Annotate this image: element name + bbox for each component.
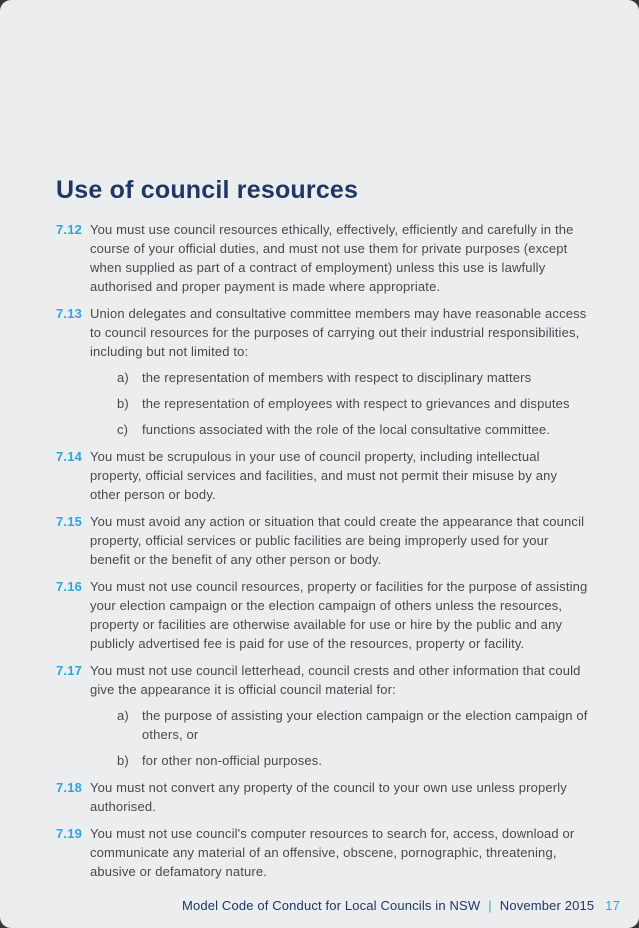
sub-item (90, 420, 588, 439)
clause-number: 7.13 (56, 306, 83, 321)
sub-item-text: for other non-official purposes. (142, 753, 323, 768)
sub-item (90, 706, 588, 744)
clause-body (90, 577, 588, 653)
clause-text: You must avoid any action or situation that could create the appearance that council property, official services or public facilities are being improperly used for your benefit or the benefit of any other person or body. (90, 514, 585, 567)
sub-item-text: the purpose of assisting your election campaign or the election campaign of others, or (142, 708, 588, 742)
sub-item-label: a) (117, 708, 129, 723)
clause-body (90, 512, 588, 569)
sub-item-label: b) (117, 396, 129, 411)
sub-item-label: a) (117, 370, 129, 385)
clause-text: You must not convert any property of the council to your own use unless properly authorised. (90, 780, 567, 814)
clause (56, 824, 588, 881)
clause-text: You must be scrupulous in your use of council property, including intellectual property, official services and facilities, and must not permit their misuse by any other person or body. (90, 449, 558, 502)
sub-item (90, 751, 588, 770)
clause (56, 512, 588, 569)
clause (56, 577, 588, 653)
clause-number: 7.19 (56, 826, 83, 841)
clause (56, 661, 588, 770)
clause (56, 778, 588, 816)
page-title: Use of council resources (56, 176, 359, 204)
page-content (56, 176, 588, 889)
clause-text: You must not use council resources, property or facilities for the purpose of assisting your election campaign or the election campaign of others unless the resources, property or facilities are otherwise available for use or hire by the public and any publicly advertised fee is paid for use of the resources, property or facility. (90, 579, 588, 651)
clause-text: You must not use council's computer resources to search for, access, download or communicate any material of an offensive, obscene, pornographic, threatening, abusive or defamatory nature. (90, 826, 575, 879)
footer-edition: November 2015 (499, 898, 595, 913)
sub-item-text: functions associated with the role of the local consultative committee. (142, 422, 551, 437)
clause-body (90, 220, 588, 296)
clause (56, 304, 588, 439)
clause-text: You must not use council letterhead, council crests and other information that could give the appearance it is official council material for: (90, 663, 581, 697)
page-footer (182, 898, 620, 913)
clause-number: 7.15 (56, 514, 83, 529)
clause-number: 7.14 (56, 449, 83, 464)
clause-number: 7.18 (56, 780, 83, 795)
clause-text: Union delegates and consultative committee members may have reasonable access to council resources for the purposes of carrying out their industrial responsibilities, including but not limited to: (90, 306, 587, 359)
clause (56, 220, 588, 296)
sub-item-label: b) (117, 753, 129, 768)
sub-item (90, 394, 588, 413)
footer-doc-title: Model Code of Conduct for Local Councils in NSW (182, 898, 481, 913)
clause-body (90, 824, 588, 881)
sub-item-text: the representation of members with respect to disciplinary matters (142, 370, 532, 385)
clause-number: 7.12 (56, 222, 83, 237)
footer-page-number: 17 (605, 898, 620, 913)
sub-item-label: c) (117, 422, 129, 437)
clause-list (56, 220, 588, 881)
footer-separator: | (488, 898, 492, 913)
clause-body (90, 778, 588, 816)
sub-item (90, 368, 588, 387)
clause-number: 7.16 (56, 579, 83, 594)
clause-body (90, 447, 588, 504)
clause (56, 447, 588, 504)
clause-text: You must use council resources ethically, effectively, efficiently and carefully in the course of your official duties, and must not use them for private purposes (except when supplied as part of a contract of employment) unless this use is lawfully authorised and proper payment is made where appropriate. (90, 222, 574, 294)
sub-item-text: the representation of employees with respect to grievances and disputes (142, 396, 570, 411)
clause-number: 7.17 (56, 663, 83, 678)
clause-body (90, 661, 588, 770)
clause-body (90, 304, 588, 439)
